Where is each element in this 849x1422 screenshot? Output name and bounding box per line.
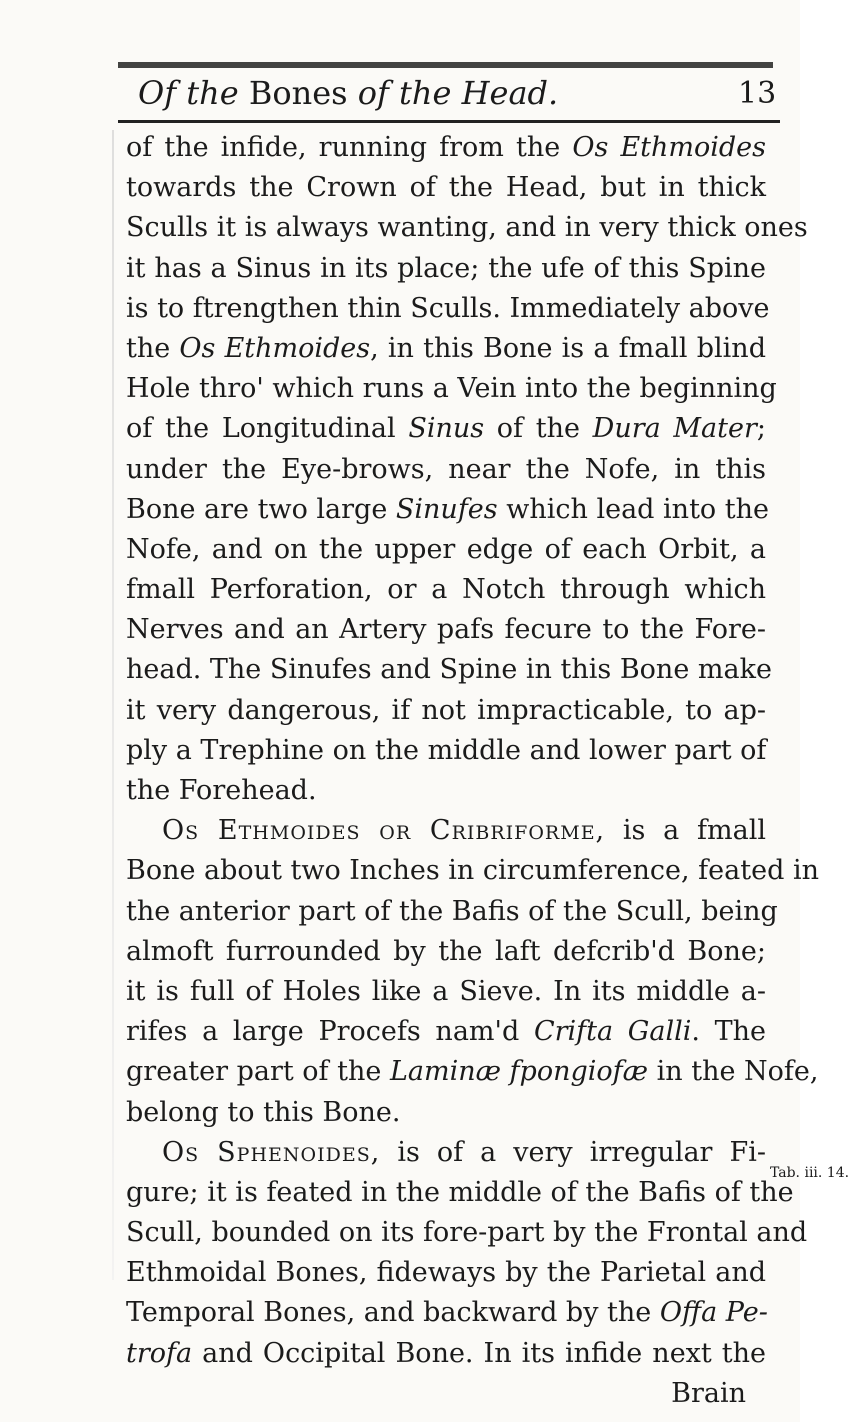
text-line: belong to this Bone. [126,1096,401,1128]
margin-note: Tab. iii. 14. [770,1165,849,1181]
text-line: is to ftrengthen thin Sculls. Immediately above [126,292,770,324]
text-line: ply a Trephine on the middle and lower part of [126,734,767,766]
text-line: almoft furrounded by the laft defcrib'd Bone; [126,935,766,967]
section-heading-line: Os Ethmoides or Cribriforme, is a fmall [162,815,766,847]
top-rule [118,62,773,68]
catchword: Brain [671,1377,746,1409]
text-line: of the Longitudinal Sinus of the Dura Mater; [126,413,766,445]
text-line: trofa and Occipital Bone. In its infide next the [126,1337,766,1369]
page-number: 13 [738,76,777,111]
header-rule [118,120,780,123]
text-line: Scull, bounded on its fore-part by the Frontal and [126,1217,808,1249]
text-line: greater part of the Laminæ fpongiofæ in the Nofe, [126,1056,819,1088]
text-line: of the infide, running from the Os Ethmoides [126,132,766,163]
text-line: towards the Crown of the Head, but in thick [126,172,766,204]
text-line: Hole thro' which runs a Vein into the beginning [126,373,777,405]
text-line: Temporal Bones, and backward by the Offa Pe- [126,1297,768,1329]
text-line: the Os Ethmoides, in this Bone is a fmall blind [126,332,766,364]
text-line: gure; it is feated in the middle of the Bafis of the [126,1176,794,1208]
text-line: under the Eye-brows, near the Nofe, in this [126,453,766,485]
text-line: the anterior part of the Bafis of the Scull, being [126,895,778,927]
page-gutter [112,130,114,1280]
text-line: Nerves and an Artery pafs fecure to the Fore- [126,614,766,646]
text-line: fmall Perforation, or a Notch through which [126,574,766,606]
text-line: it has a Sinus in its place; the ufe of this Spine [126,252,766,284]
text-line: Ethmoidal Bones, fideways by the Parietal and [126,1257,766,1289]
text-line: head. The Sinufes and Spine in this Bone make [126,654,772,686]
text-line: it very dangerous, if not impracticable, to ap- [126,694,766,726]
text-line: it is full of Holes like a Sieve. In its middle a- [126,975,766,1007]
text-line: the Forehead. [126,775,317,806]
text-line: Nofe, and on the upper edge of each Orbit, a [126,533,766,565]
text-line: rifes a large Procefs nam'd Crifta Galli. The [126,1016,767,1048]
text-line: Sculls it is always wanting, and in very thick ones [126,212,808,244]
text-line: Bone about two Inches in circumference, feated in [126,855,819,887]
running-head: Of the Bones of the Head. [138,74,559,112]
section-heading-line: Os Sphenoides, is of a very irregular Fi- [162,1136,766,1168]
text-line: Bone are two large Sinufes which lead into the [126,493,769,525]
